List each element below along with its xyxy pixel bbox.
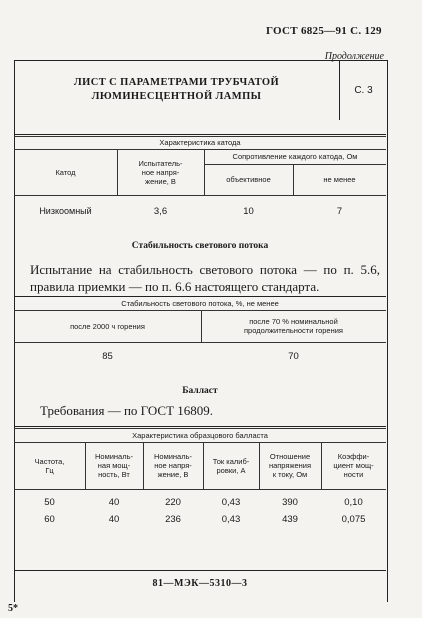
cathode-table-title: Характеристика катода bbox=[159, 138, 241, 147]
table-cell: 0,075 bbox=[341, 513, 366, 525]
standard-header: ГОСТ 6825—91 С. 129 bbox=[266, 25, 382, 37]
col-after-2000h: после 2000 ч горения bbox=[70, 321, 145, 331]
min-value: 7 bbox=[336, 205, 343, 217]
table-cell: 40 bbox=[108, 496, 120, 508]
table-rule bbox=[14, 489, 386, 490]
col-nominal: объективное bbox=[226, 175, 271, 184]
footer-rule bbox=[14, 570, 386, 571]
col-voltage-current-ratio: Отношение напряжения к току, Ом bbox=[268, 452, 312, 479]
flux-70pct-value: 70 bbox=[288, 350, 299, 362]
table-cell: 439 bbox=[282, 513, 298, 525]
table-cell: 0,10 bbox=[344, 496, 363, 508]
col-calibration-current: Ток калиб- ровки, А bbox=[212, 456, 250, 475]
col-frequency: Частота, Гц bbox=[34, 456, 65, 475]
ballast-heading: Балласт bbox=[182, 386, 218, 396]
sheet-number: С. 3 bbox=[339, 60, 387, 120]
col-min: не менее bbox=[323, 175, 356, 184]
voltage-value: 3,6 bbox=[153, 205, 168, 217]
table-rule bbox=[14, 134, 386, 135]
col-power-factor: Коэффи- циент мощ- ности bbox=[333, 452, 374, 479]
table-rule bbox=[14, 342, 386, 343]
col-after-70pct: после 70 % номинальной продолжительности горения bbox=[243, 317, 343, 335]
ballast-table-title: Характеристика образцового балласта bbox=[132, 430, 268, 440]
col-rated-voltage: Номиналь- ное напря- жение, В bbox=[153, 452, 193, 479]
col-cathode: Катод bbox=[55, 167, 76, 177]
nominal-value: 10 bbox=[243, 205, 254, 217]
cathode-type-value: Низкоомный bbox=[39, 206, 92, 216]
flux-2000h-value: 85 bbox=[102, 350, 113, 362]
continuation-label: Продолжение bbox=[324, 51, 384, 62]
table-cell: 390 bbox=[282, 496, 298, 508]
flux-table-title: Стабильность светового потока, %, не менее bbox=[121, 298, 279, 308]
footer-code: 81—МЭК—5310—3 bbox=[152, 578, 248, 589]
ballast-text: Требования — по ГОСТ 16809. bbox=[40, 403, 214, 418]
col-resistance: Сопротивление каждого катода, Ом bbox=[232, 152, 358, 161]
table-rule bbox=[14, 195, 386, 196]
table-cell: 0,43 bbox=[221, 513, 241, 525]
page-mark: 5* bbox=[8, 603, 18, 614]
table-cell: 60 bbox=[44, 513, 55, 525]
sheet-title: ЛИСТ С ПАРАМЕТРАМИ ТРУБЧАТОЙ ЛЮМИНЕСЦЕНТНОЙ ЛАМПЫ bbox=[73, 77, 280, 102]
table-cell: 40 bbox=[108, 513, 120, 525]
col-rated-power: Номиналь- ная мощ- ность, Вт bbox=[94, 452, 134, 479]
table-cell: 220 bbox=[165, 496, 181, 508]
flux-heading: Стабильность светового потока bbox=[131, 241, 269, 251]
table-cell: 0,43 bbox=[221, 496, 241, 508]
table-cell: 236 bbox=[165, 513, 181, 525]
col-test-voltage: Испытатель- ное напря- жение, В bbox=[138, 158, 183, 186]
table-cell: 50 bbox=[44, 496, 55, 508]
table-rule bbox=[14, 426, 386, 427]
flux-text: Испытание на стабильность светового потока — по п. 5.6, правила приемки — по п. 6.6 настоящего стандарта. bbox=[30, 262, 380, 294]
